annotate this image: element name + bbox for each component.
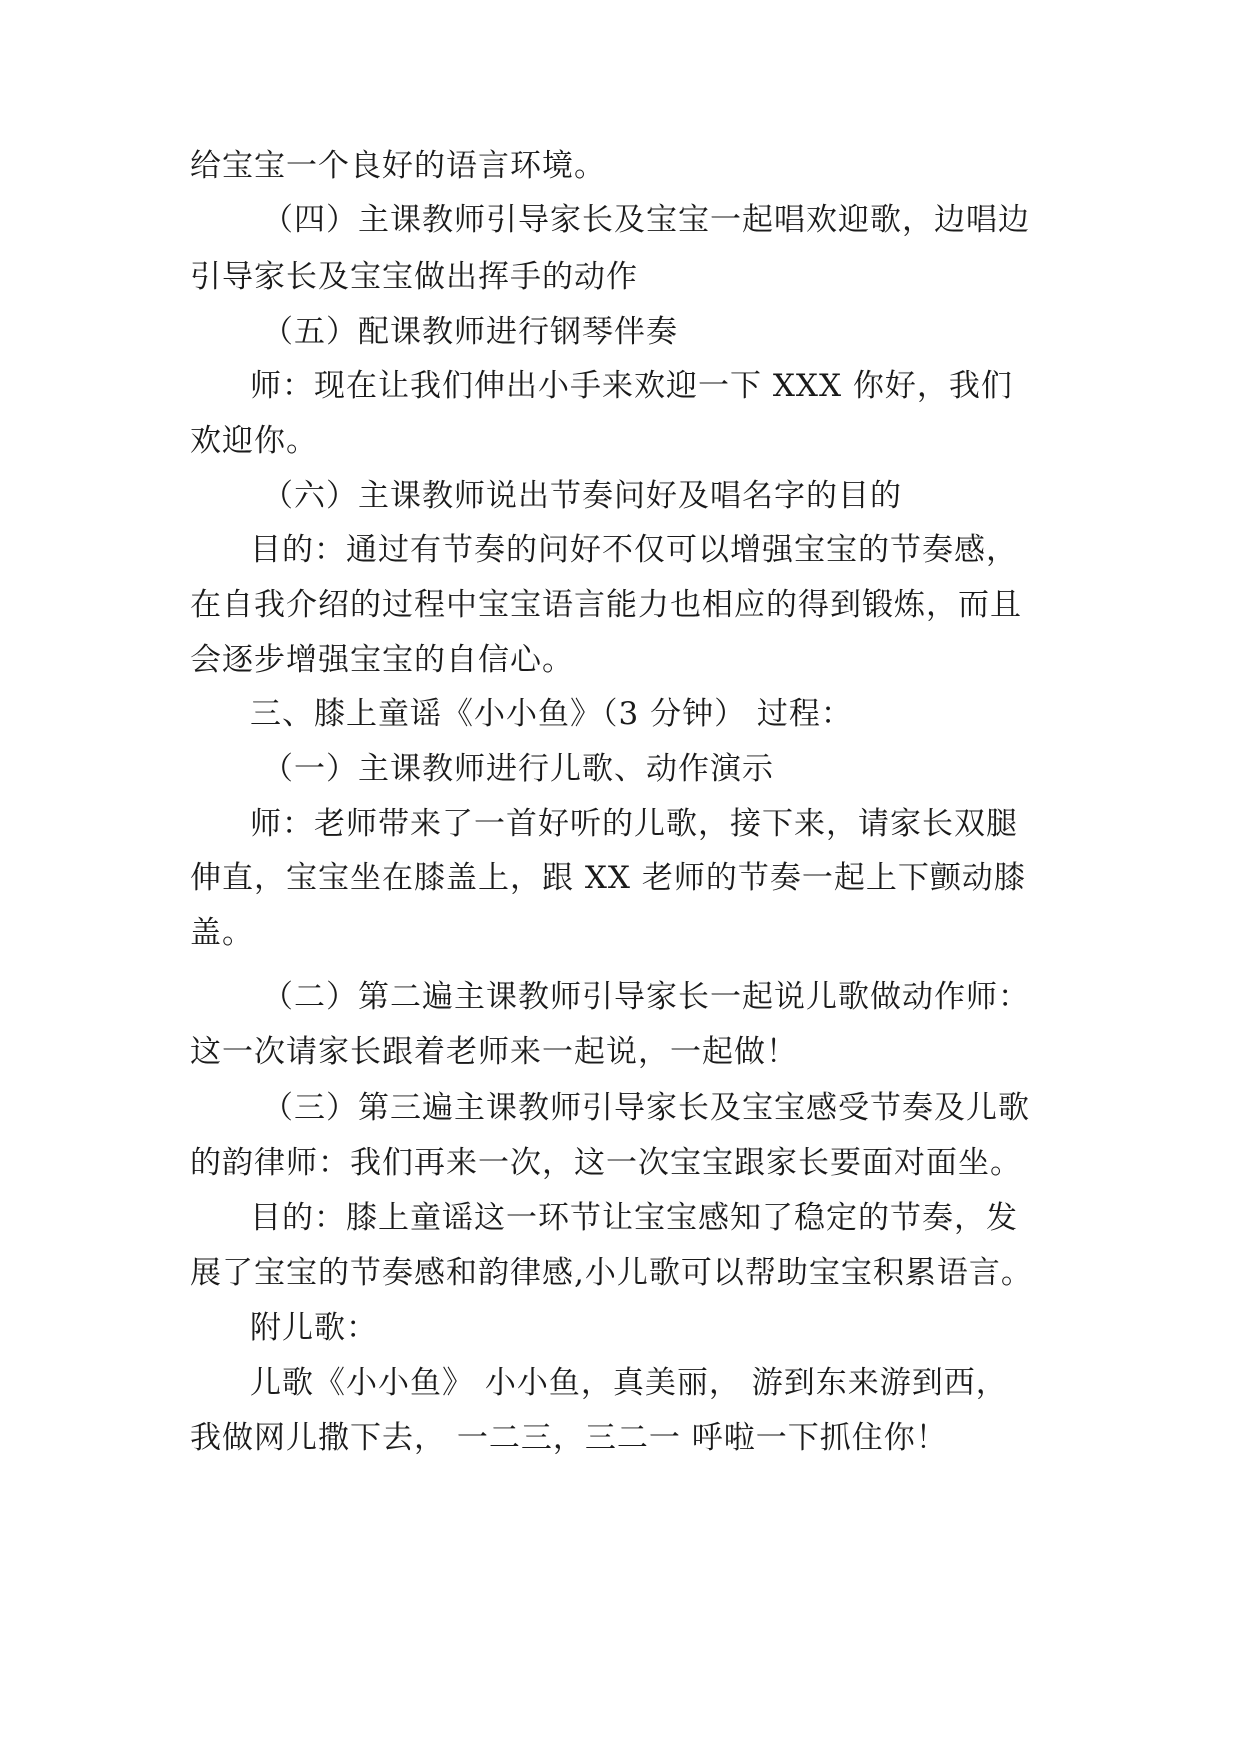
text-line: 儿歌《小小鱼》 小小鱼，真美丽， 游到东来游到西， — [250, 1365, 1008, 1401]
text-line: （三）第三遍主课教师引导家长及宝宝感受节奏及儿歌 — [262, 1090, 1030, 1126]
text-line: 盖。 — [190, 915, 254, 951]
text-line: （六）主课教师说出节奏问好及唱名字的目的 — [262, 478, 902, 514]
text-line: （二）第二遍主课教师引导家长一起说儿歌做动作师： — [262, 979, 1030, 1015]
text-line: 师：现在让我们伸出小手来欢迎一下 XXX 你好，我们 — [250, 368, 1013, 404]
text-line: 我做网儿撒下去， 一二三，三二一 呼啦一下抓住你！ — [190, 1420, 948, 1456]
text-line: 的韵律师：我们再来一次，这一次宝宝跟家长要面对面坐。 — [190, 1145, 1022, 1181]
text-line: 附儿歌： — [250, 1310, 378, 1346]
text-line: 展了宝宝的节奏感和韵律感,小儿歌可以帮助宝宝积累语言。 — [190, 1255, 1033, 1291]
text-line: 欢迎你。 — [190, 423, 318, 459]
section-heading: 三、膝上童谣《小小鱼》（3 分钟） 过程： — [250, 696, 853, 732]
text-line: 目的：膝上童谣这一环节让宝宝感知了稳定的节奏，发 — [250, 1200, 1018, 1236]
text-line: 伸直，宝宝坐在膝盖上，跟 XX 老师的节奏一起上下颤动膝 — [190, 860, 1026, 896]
text-line: （四）主课教师引导家长及宝宝一起唱欢迎歌，边唱边 — [262, 202, 1030, 238]
text-line: 师：老师带来了一首好听的儿歌，接下来，请家长双腿 — [250, 806, 1018, 842]
text-line: （五）配课教师进行钢琴伴奏 — [262, 314, 678, 350]
text-line: 在自我介绍的过程中宝宝语言能力也相应的得到锻炼，而且 — [190, 587, 1022, 623]
text-line: 这一次请家长跟着老师来一起说，一起做！ — [190, 1034, 798, 1070]
text-line: 给宝宝一个良好的语言环境。 — [190, 148, 606, 184]
text-line: 引导家长及宝宝做出挥手的动作 — [190, 259, 638, 295]
text-line: 目的：通过有节奏的问好不仅可以增强宝宝的节奏感， — [250, 532, 1018, 568]
text-line: （一）主课教师进行儿歌、动作演示 — [262, 751, 774, 787]
text-line: 会逐步增强宝宝的自信心。 — [190, 642, 574, 678]
